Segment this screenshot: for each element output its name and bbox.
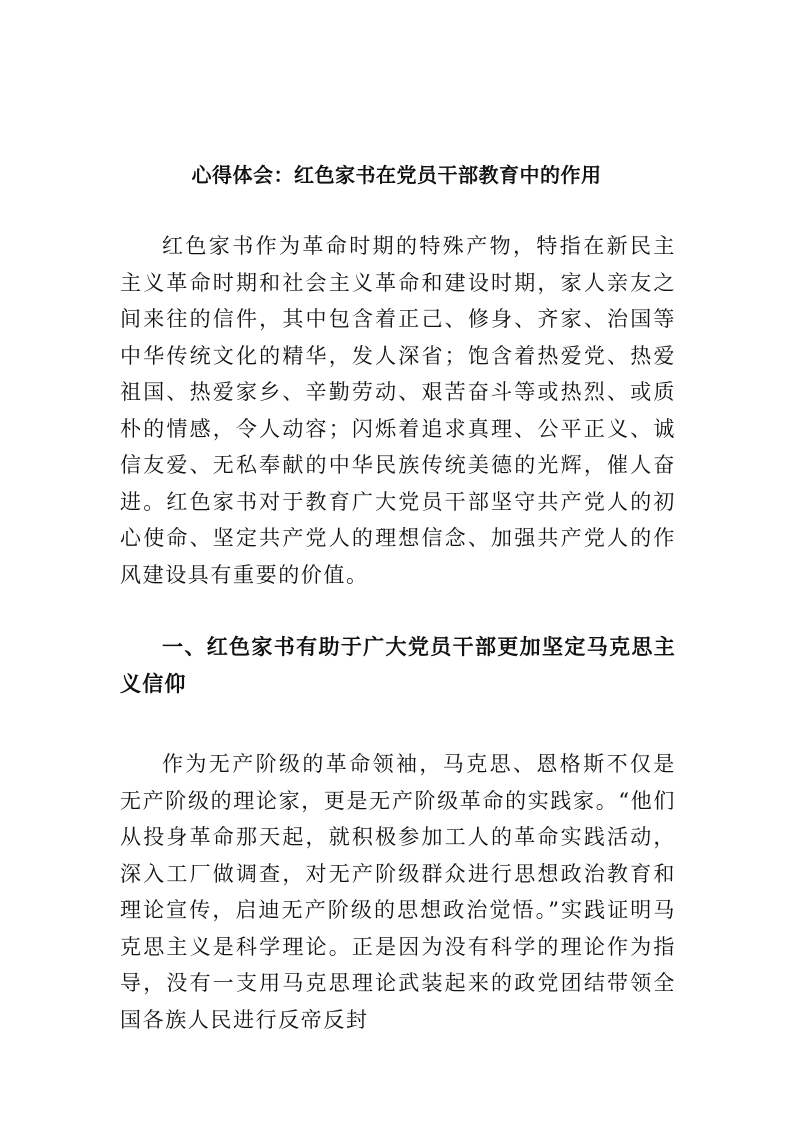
intro-paragraph: 红色家书作为革命时期的特殊产物，特指在新民主主义革命时期和社会主义革命和建设时期，家人亲友之间来往的信件，其中包含着正己、修身、齐家、治国等中华传统文化的精华，发人深省；饱含着热爱党、热爱祖国、热爱家乡、辛勤劳动、艰苦奋斗等或热烈、或质朴的情感，令人动容；闪烁着追求真理、公平正义、诚信友爱、无私奉献的中华民族传统美德的光辉，催人奋进。红色家书对于教育广大党员干部坚守共产党人的初心使命、坚定共产党人的理想信念、加强共产党人的作风建设具有重要的价值。 bbox=[120, 234, 676, 587]
section-paragraph: 作为无产阶级的革命领袖，马克思、恩格斯不仅是无产阶级的理论家，更是无产阶级革命的实践家。“他们从投身革命那天起，就积极参加工人的革命实践活动，深入工厂做调查，对无产阶级群众进行思想政治教育和理论宣传，启迪无产阶级的思想政治觉悟。”实践证明马克思主义是科学理论。正是因为没有科学的理论作为指导，没有一支用马克思理论武装起来的政党团结带领全国各族人民进行反帝反封 bbox=[120, 752, 676, 1032]
document-title: 心得体会：红色家书在党员干部教育中的作用 bbox=[191, 163, 602, 187]
section-heading: 一、红色家书有助于广大党员干部更加坚定马克思主义信仰 bbox=[120, 634, 676, 696]
